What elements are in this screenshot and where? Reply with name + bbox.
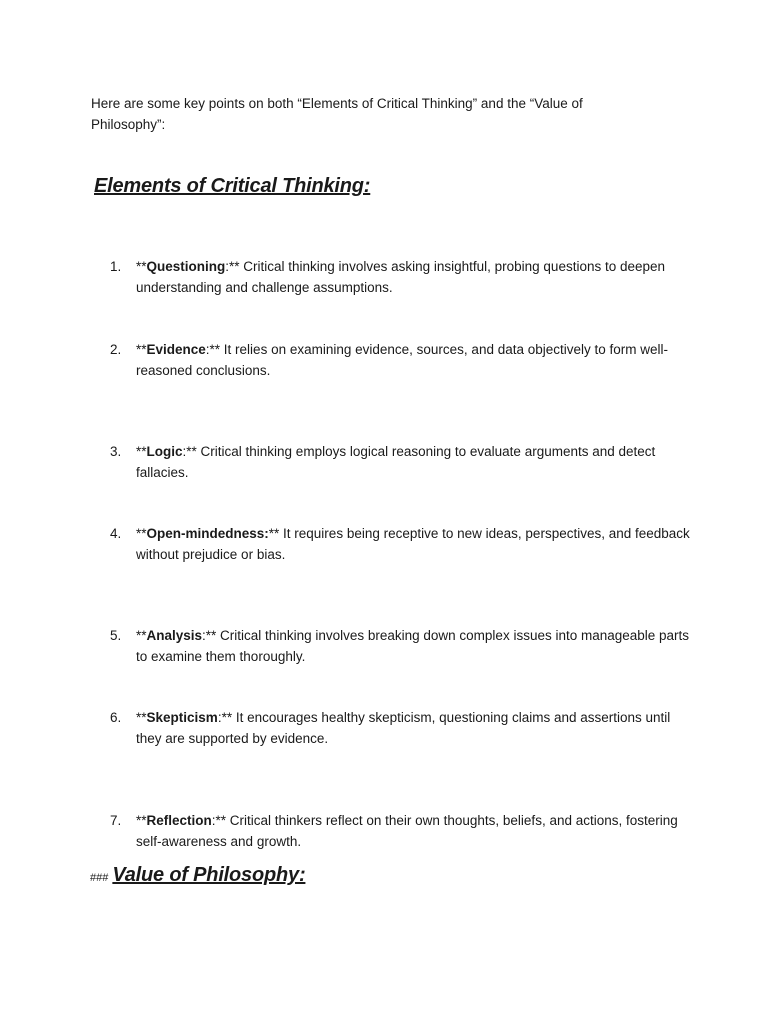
item-number: 6. <box>110 710 122 725</box>
item-number: 4. <box>110 526 122 541</box>
item-text: :** It relies on examining evidence, sources, and data objectively to form well-reasoned conclusions. <box>136 342 669 378</box>
item-term: Analysis <box>146 628 203 643</box>
item-marker: ** <box>136 444 147 459</box>
list-item <box>110 339 690 381</box>
item-term: Questioning <box>146 259 226 274</box>
item-marker: ** <box>136 526 147 541</box>
section-heading-value-of-philosophy <box>90 864 305 887</box>
item-number: 1. <box>110 259 122 274</box>
item-marker: ** <box>136 342 147 357</box>
section-heading-text: Value of Philosophy: <box>112 864 306 886</box>
list-item <box>110 523 690 565</box>
item-term: Evidence <box>146 342 206 357</box>
item-text: :** Critical thinking involves breaking down complex issues into manageable parts to examine them thoroughly. <box>136 628 690 664</box>
list-item <box>110 810 690 852</box>
item-term: Reflection <box>146 813 212 828</box>
item-number: 2. <box>110 342 122 357</box>
item-text: ** It requires being receptive to new ideas, perspectives, and feedback without prejudice or bias. <box>136 526 690 562</box>
list-item <box>110 625 690 667</box>
item-marker: ** <box>136 813 147 828</box>
item-marker: ** <box>136 710 147 725</box>
item-number: 3. <box>110 444 122 459</box>
item-number: 5. <box>110 628 122 643</box>
markdown-hashes: ### <box>90 872 109 884</box>
item-number: 7. <box>110 813 122 828</box>
item-text: :** Critical thinking employs logical reasoning to evaluate arguments and detect fallacies. <box>136 444 656 480</box>
item-text: :** It encourages healthy skepticism, questioning claims and assertions until they are supported by evidence. <box>136 710 671 746</box>
item-marker: ** <box>136 628 147 643</box>
item-marker: ** <box>136 259 147 274</box>
item-term: Open-mindedness: <box>146 526 269 541</box>
item-term: Logic <box>146 444 183 459</box>
section-heading-critical-thinking: Elements of Critical Thinking: <box>94 175 371 197</box>
list-item <box>110 256 690 298</box>
list-item <box>110 707 690 749</box>
list-item <box>110 441 690 483</box>
item-text: :** Critical thinkers reflect on their own thoughts, beliefs, and actions, fostering self-awareness and growth. <box>136 813 678 849</box>
item-text: :** Critical thinking involves asking insightful, probing questions to deepen understanding and challenge assumptions. <box>136 259 666 295</box>
intro-paragraph: Here are some key points on both “Elements of Critical Thinking” and the “Value of Philosophy”: <box>91 96 583 132</box>
item-term: Skepticism <box>146 710 218 725</box>
